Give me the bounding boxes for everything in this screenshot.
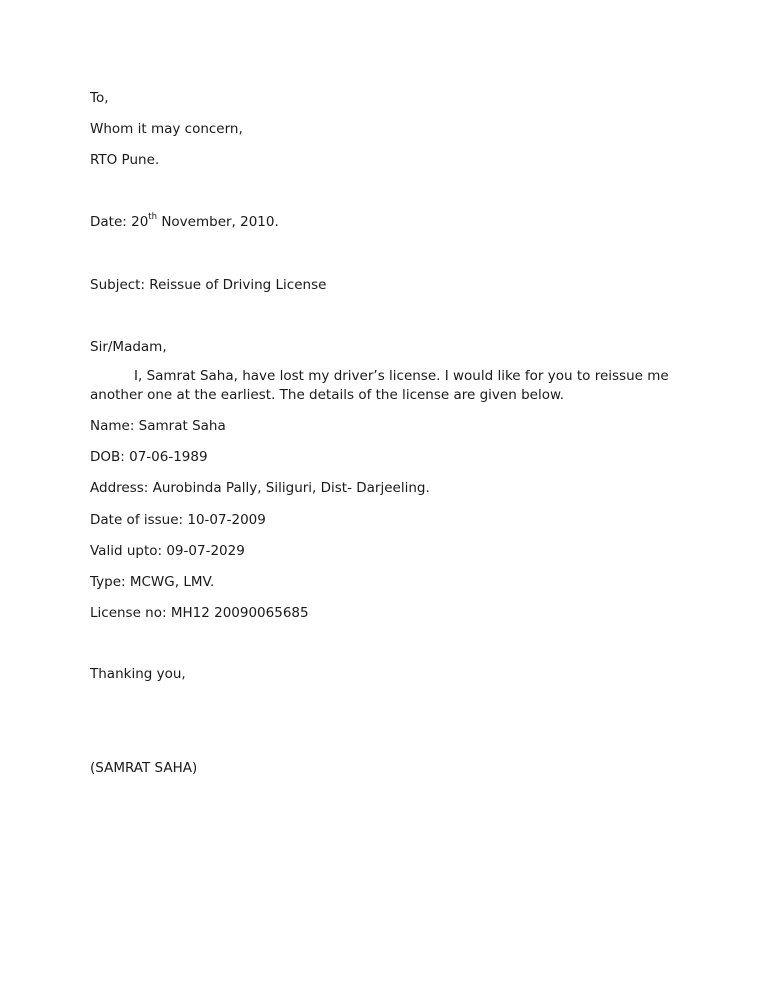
letter-subject: Subject: Reissue of Driving License [90, 277, 327, 293]
signature: (SAMRAT SAHA) [90, 760, 198, 776]
detail-name: Name: Samrat Saha [90, 418, 226, 434]
date-prefix: Date: 20 [90, 214, 149, 230]
body-paragraph: I, Samrat Saha, have lost my driver’s license. I would like for you to reissue me another one at the earliest. The details of the license are given below. [90, 368, 669, 403]
addressee-rto: RTO Pune. [90, 152, 160, 168]
detail-dob: DOB: 07-06-1989 [90, 449, 208, 465]
date-ordinal-suffix: th [148, 211, 158, 222]
closing: Thanking you, [90, 666, 186, 682]
detail-type: Type: MCWG, LMV. [90, 574, 215, 590]
addressee-whom: Whom it may concern, [90, 121, 243, 137]
salutation: Sir/Madam, [90, 339, 167, 355]
detail-license-no: License no: MH12 20090065685 [90, 605, 309, 621]
detail-address: Address: Aurobinda Pally, Siliguri, Dist- Darjeeling. [90, 480, 430, 496]
detail-date-of-issue: Date of issue: 10-07-2009 [90, 512, 266, 528]
detail-valid-upto: Valid upto: 09-07-2029 [90, 543, 245, 559]
addressee-to: To, [90, 90, 109, 106]
letter-date [90, 213, 279, 231]
date-rest: November, 2010. [157, 214, 279, 230]
